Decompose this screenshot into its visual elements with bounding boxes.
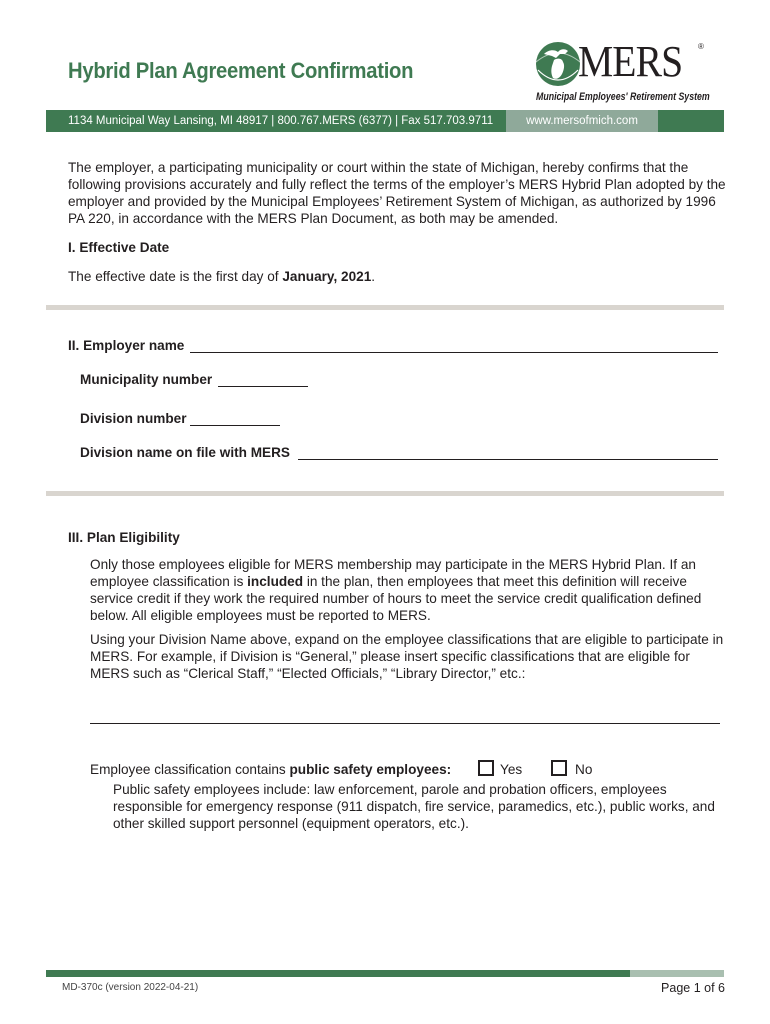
- effective-date-prefix: The effective date is the first day of: [68, 269, 283, 284]
- public-safety-label-bold: public safety employees:: [289, 762, 452, 777]
- page-number: Page 1 of 6: [661, 981, 725, 995]
- effective-date-text: [68, 268, 375, 285]
- section-divider: [46, 305, 724, 310]
- employer-name-label: II. Employer name: [68, 338, 185, 353]
- municipality-number-field[interactable]: [218, 371, 308, 387]
- section-divider: [46, 491, 724, 496]
- plan-eligibility-heading: III. Plan Eligibility: [68, 530, 180, 545]
- eligibility-text-b: in the plan, then employees that meet this definition will receive service credit if they work the required number of hours to meet the service credit qualification defined below. All eligible employees must be reported to MERS.: [90, 574, 702, 623]
- website-link[interactable]: www.mersofmich.com: [526, 115, 638, 127]
- section-effective-date-heading: I. Effective Date: [68, 240, 170, 255]
- intro-paragraph: The employer, a participating municipality or court within the state of Michigan, hereby confirms that the following provisions accurately and fully reflect the terms of the employer’s MERS Hybrid Plan adopted by the employer and provided by the Municipal Employees’ Retirement System of Michigan, as authorized by 1996 PA 220, in accordance with the MERS Plan Document, as both may be amended.: [68, 160, 726, 226]
- footer-bar: [46, 970, 630, 977]
- public-safety-question: [90, 761, 451, 778]
- yes-label: Yes: [500, 762, 523, 777]
- municipality-number-label: Municipality number: [80, 372, 213, 387]
- footer-bar-accent: [630, 970, 724, 977]
- public-safety-label: Employee classification contains: [90, 762, 290, 777]
- employee-classifications-field[interactable]: [90, 708, 720, 724]
- employer-name-field[interactable]: [190, 337, 718, 353]
- form-identifier: MD-370c (version 2022-04-21): [62, 982, 199, 993]
- page-title: Hybrid Plan Agreement Confirmation: [68, 58, 414, 83]
- logo-subtitle: Municipal Employees' Retirement System: [536, 91, 710, 103]
- public-safety-note: Public safety employees include: law enforcement, parole and probation officers, employees responsible for emergency response (911 dispatch, fire service, paramedics, etc.), public works, and other skilled support personnel (equipment operators, etc.).: [113, 782, 715, 831]
- contact-address: 1134 Municipal Way Lansing, MI 48917 | 800.767.MERS (6377) | Fax 517.703.9711: [68, 115, 494, 127]
- registered-mark: ®: [698, 42, 704, 51]
- division-name-field[interactable]: [298, 444, 718, 460]
- eligibility-text-a: Only those employees eligible for MERS membership may participate in the MERS Hybrid Plan. If an employee classification is: [90, 557, 696, 589]
- mers-logo: [532, 37, 710, 106]
- division-number-field[interactable]: [190, 410, 280, 426]
- eligibility-paragraph-2: Using your Division Name above, expand on the employee classifications that are eligible to participate in MERS. For example, if Division is “General,” please insert specific classifications that are eligible for MERS such as “Clerical Staff,” “Elected Officials,” “Library Director,” etc.:: [90, 632, 724, 681]
- logo-wordmark: MERS: [578, 37, 683, 86]
- yes-checkbox[interactable]: [478, 760, 494, 776]
- no-checkbox[interactable]: [551, 760, 567, 776]
- effective-date-suffix: .: [371, 269, 376, 284]
- effective-date-value: January, 2021: [282, 269, 372, 284]
- division-number-label: Division number: [80, 411, 187, 426]
- no-label: No: [575, 762, 593, 777]
- division-name-label: Division name on file with MERS: [80, 445, 290, 460]
- eligibility-paragraph-1: [90, 556, 728, 624]
- eligibility-text-bold: included: [247, 574, 304, 589]
